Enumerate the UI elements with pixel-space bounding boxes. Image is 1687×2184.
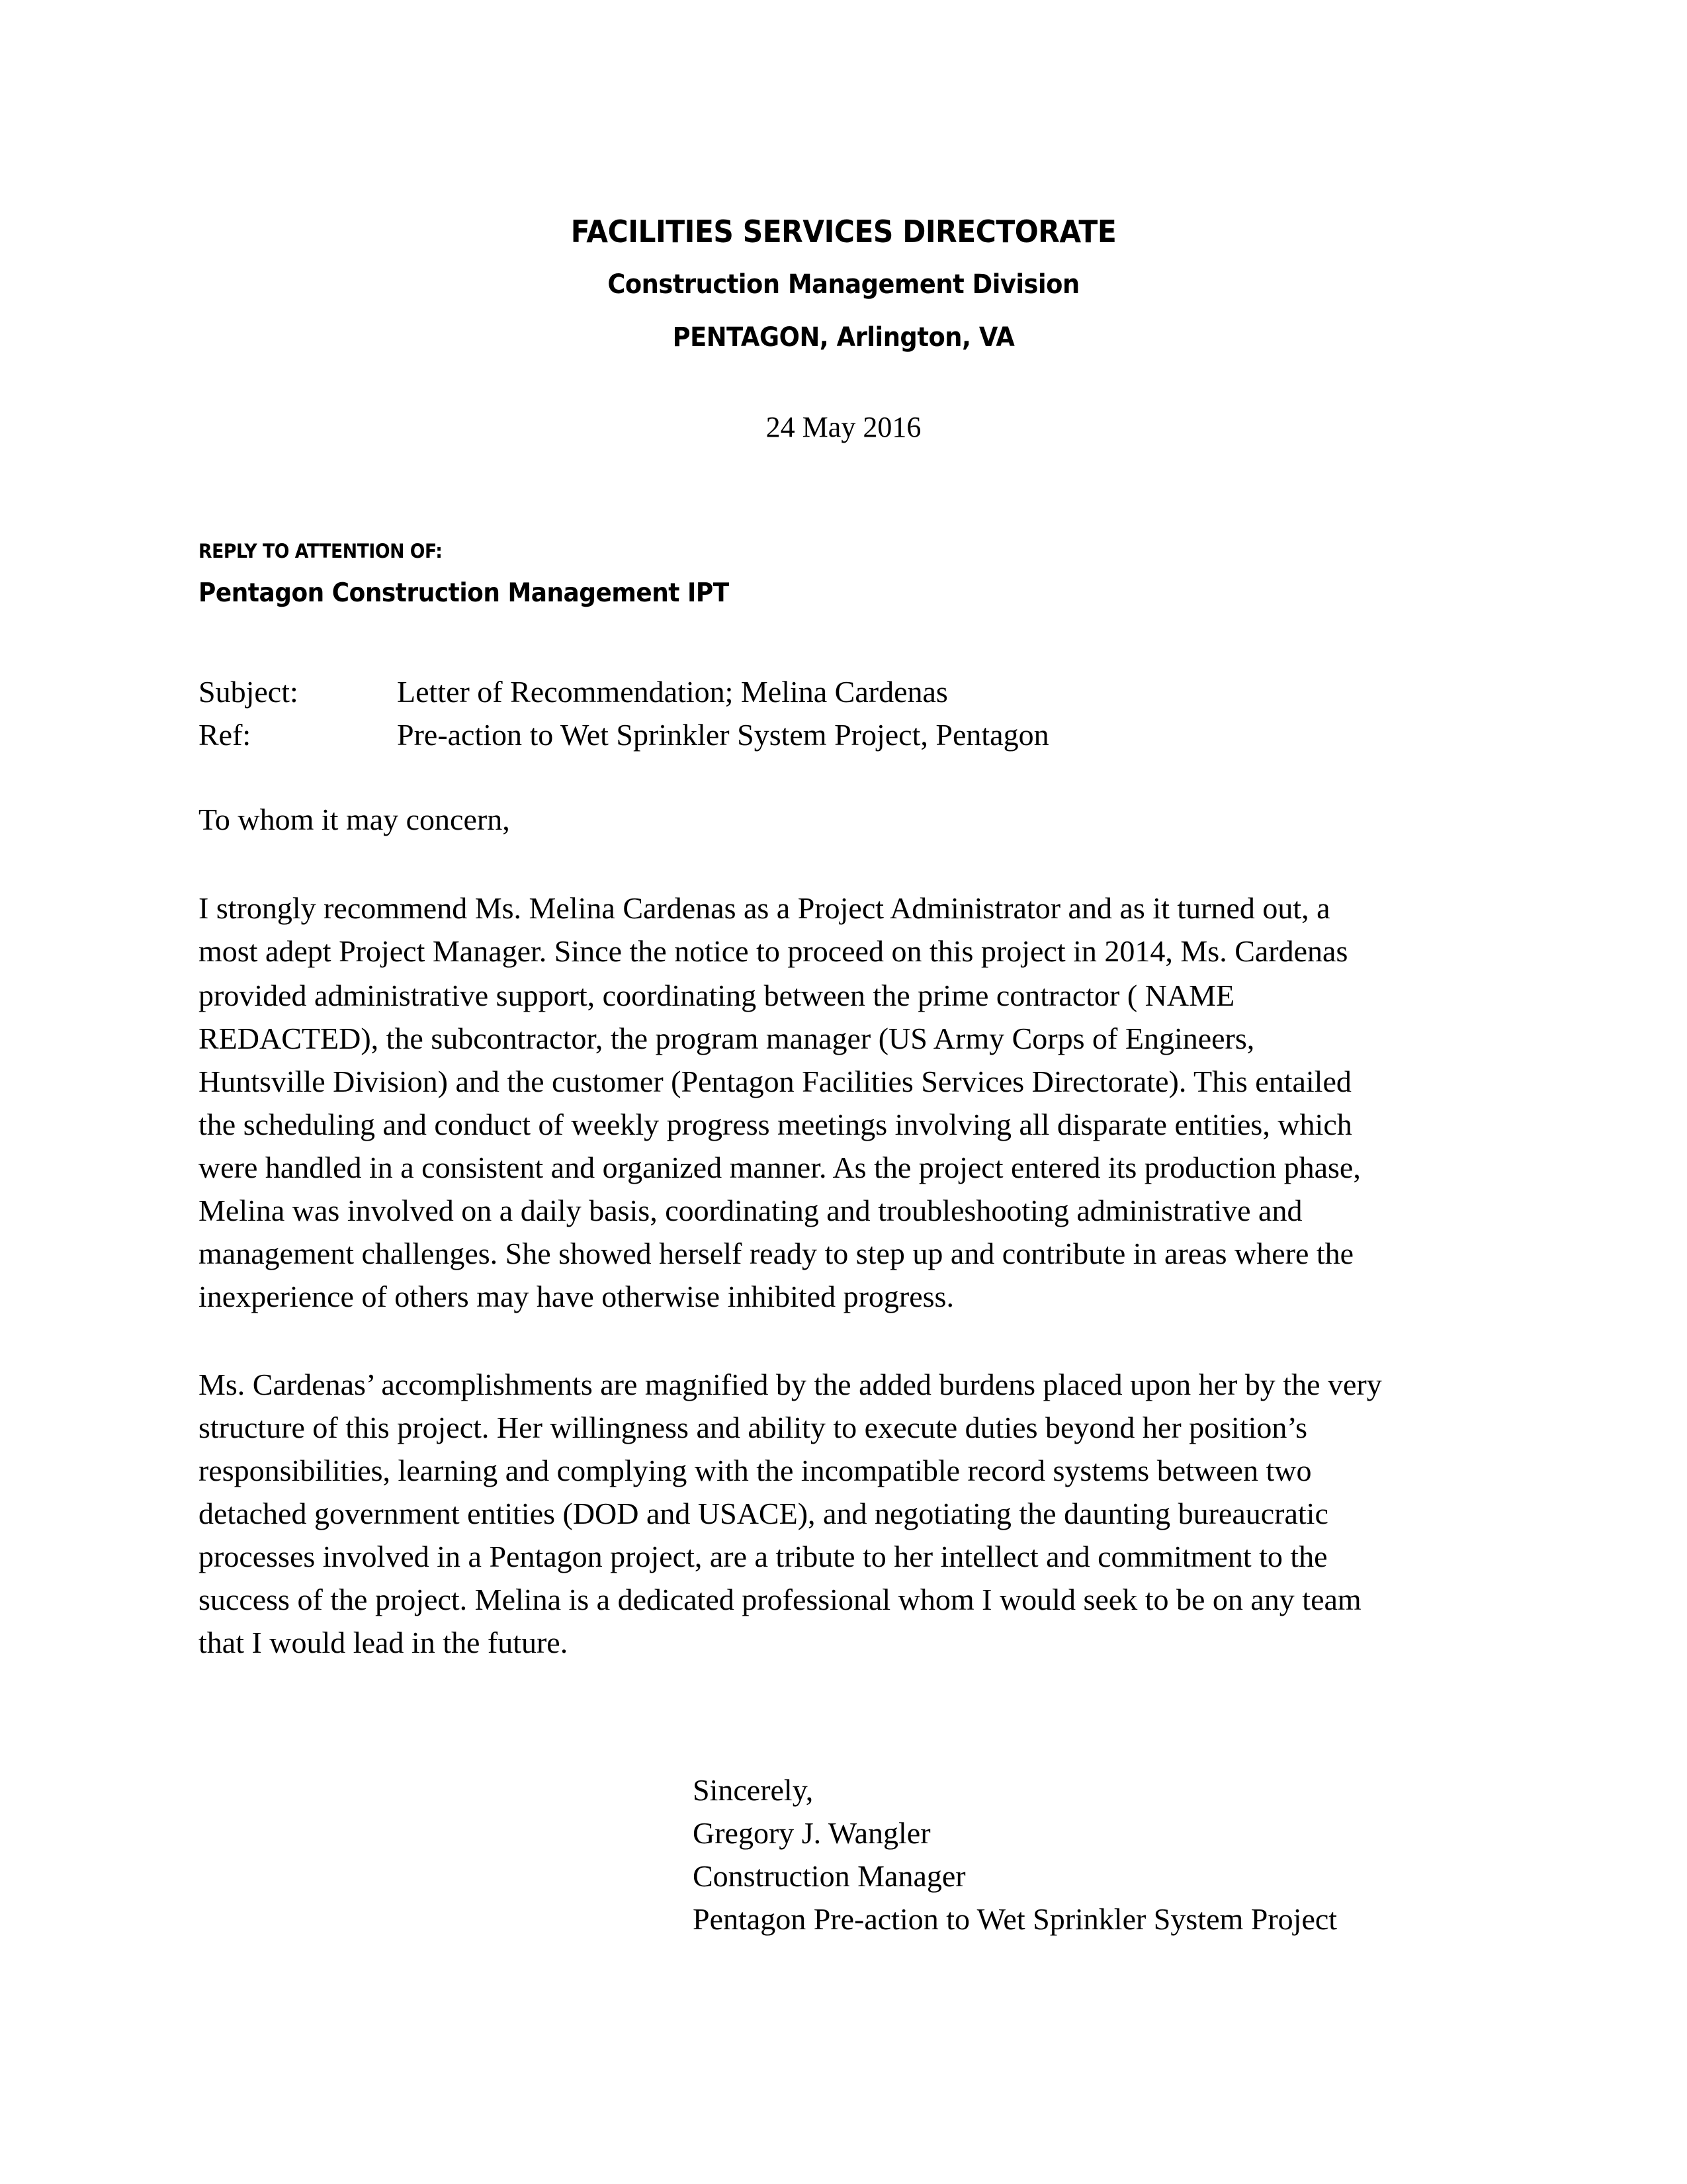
body-line: most adept Project Manager. Since the notice to proceed on this project in 2014, Ms. Cardenas — [198, 934, 1348, 968]
signature-block — [693, 1769, 1337, 1941]
signature-closing: Sincerely, — [693, 1773, 814, 1807]
body-line: that I would lead in the future. — [198, 1626, 568, 1659]
signature-name: Gregory J. Wangler — [693, 1816, 931, 1850]
body-line: success of the project. Melina is a dedicated professional whom I would seek to be on any team — [198, 1583, 1362, 1616]
body-line: Melina was involved on a daily basis, coordinating and troubleshooting administrative and — [198, 1194, 1303, 1227]
body-paragraph-2 — [198, 1363, 1489, 1664]
reply-to-label: REPLY TO ATTENTION OF: — [198, 540, 443, 562]
body-paragraph-1 — [198, 887, 1489, 1318]
signature-project: Pentagon Pre-action to Wet Sprinkler System Project — [693, 1902, 1338, 1936]
body-line: provided administrative support, coordinating between the prime contractor ( NAME — [198, 979, 1235, 1012]
letterhead — [0, 205, 1687, 364]
subject-row — [198, 672, 948, 712]
body-line: structure of this project. Her willingness and ability to execute duties beyond her position’s — [198, 1411, 1308, 1444]
salutation: To whom it may concern, — [198, 803, 510, 836]
letterhead-division: Construction Management Division — [607, 269, 1080, 300]
reply-to-organization: Pentagon Construction Management IPT — [198, 578, 729, 608]
body-line: REDACTED), the subcontractor, the program manager (US Army Corps of Engineers, — [198, 1022, 1255, 1055]
subject-label: Subject: — [198, 675, 298, 709]
body-line: responsibilities, learning and complying with the incompatible record systems between two — [198, 1454, 1312, 1487]
body-line: management challenges. She showed herself ready to step up and contribute in areas where the — [198, 1237, 1354, 1270]
signature-title: Construction Manager — [693, 1859, 966, 1893]
ref-value: Pre-action to Wet Sprinkler System Project, Pentagon — [397, 718, 1049, 752]
body-line: I strongly recommend Ms. Melina Cardenas as a Project Administrator and as it turned out, a — [198, 891, 1330, 925]
letterhead-title: FACILITIES SERVICES DIRECTORATE — [570, 214, 1117, 249]
ref-row — [198, 715, 1049, 755]
body-line: Ms. Cardenas’ accomplishments are magnified by the added burdens placed upon her by the very — [198, 1368, 1382, 1401]
ref-label: Ref: — [198, 718, 251, 752]
body-line: Huntsville Division) and the customer (Pentagon Facilities Services Directorate). This entailed — [198, 1065, 1352, 1098]
body-line: detached government entities (DOD and USACE), and negotiating the daunting bureaucratic — [198, 1497, 1328, 1530]
body-line: inexperience of others may have otherwise inhibited progress. — [198, 1280, 954, 1313]
body-line: the scheduling and conduct of weekly progress meetings involving all disparate entities, which — [198, 1108, 1352, 1141]
letter-date: 24 May 2016 — [765, 411, 922, 443]
letterhead-location: PENTAGON, Arlington, VA — [672, 322, 1015, 353]
body-line: were handled in a consistent and organized manner. As the project entered its production phase, — [198, 1151, 1361, 1184]
subject-value: Letter of Recommendation; Melina Cardenas — [397, 675, 948, 709]
body-line: processes involved in a Pentagon project, are a tribute to her intellect and commitment to the — [198, 1540, 1328, 1573]
